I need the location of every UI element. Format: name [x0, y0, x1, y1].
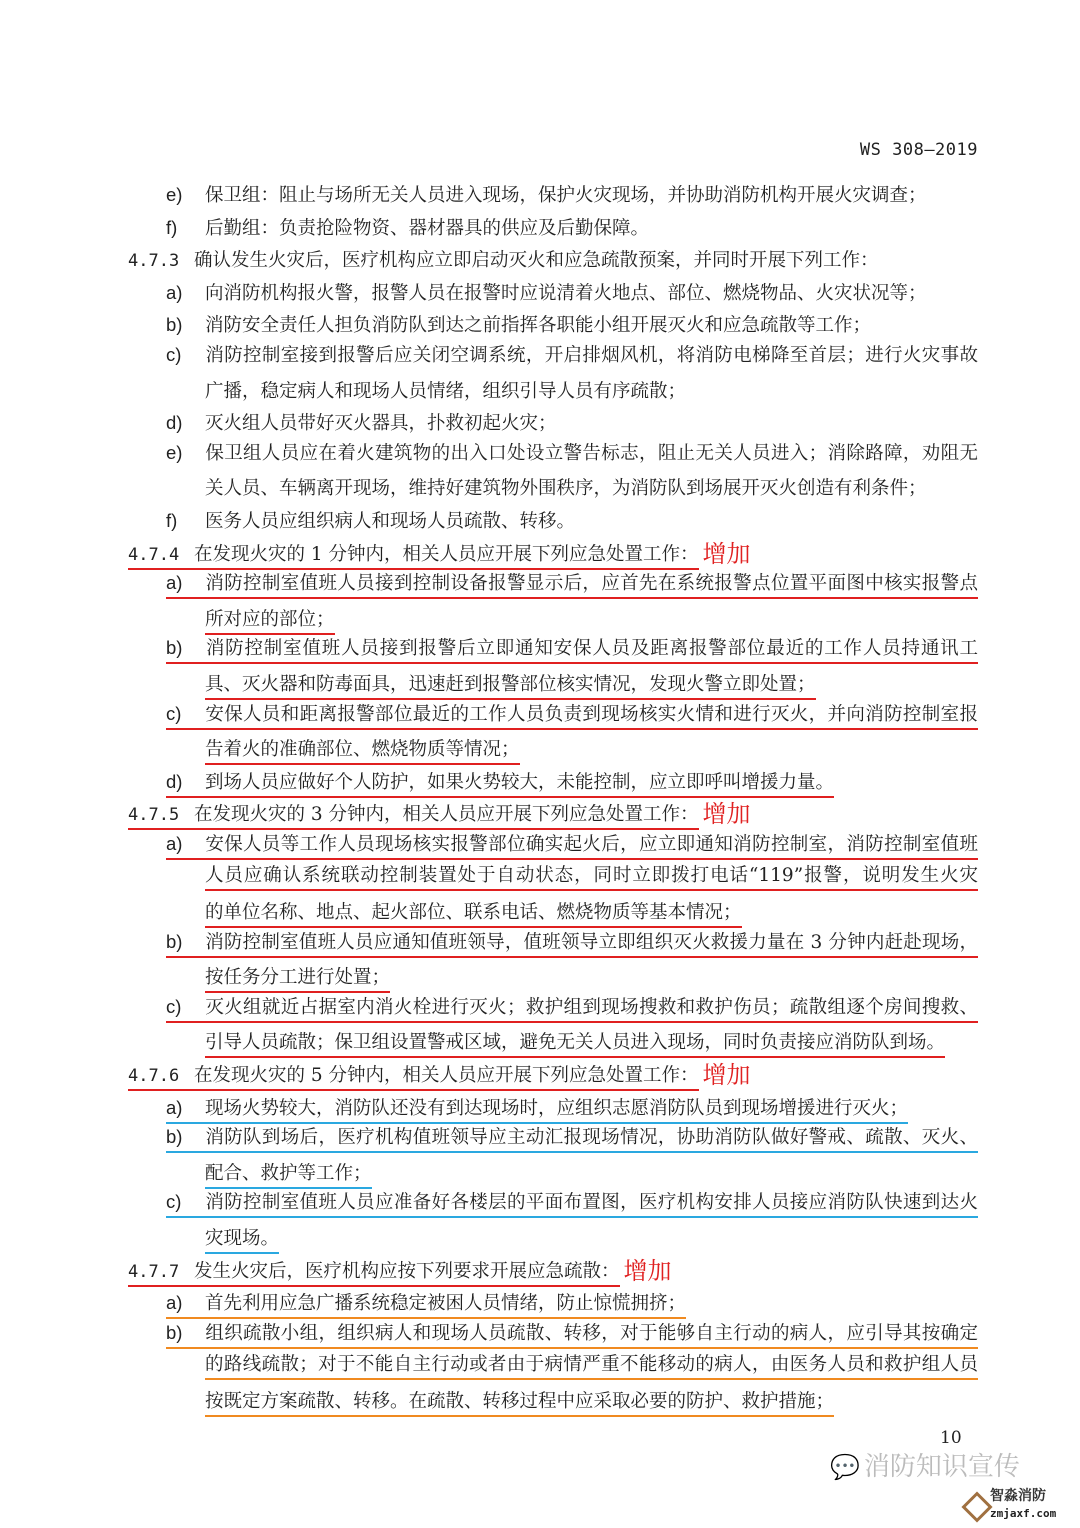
item-label: a)	[166, 281, 183, 303]
text-line	[205, 1390, 834, 1417]
logo-url: zmjaxf.com	[990, 1507, 1057, 1520]
line-text: 配合、救护等工作；	[205, 1162, 372, 1184]
list-item-continuation	[128, 1353, 978, 1386]
line-text: 后勤组：负责抢险物资、器材器具的供应及后勤保障。	[205, 217, 650, 239]
added-annotation: 增加	[702, 1062, 751, 1090]
line-text: 安保人员等工作人员现场核实报警部位确实起火后，应立即通知消防控制室，消防控制室值班	[205, 833, 978, 855]
text-line	[128, 543, 699, 570]
list-item	[128, 832, 978, 865]
list-item	[128, 702, 978, 735]
item-label: b)	[166, 1126, 183, 1148]
list-item	[128, 636, 978, 669]
line-text: 向消防机构报火警，报警人员在报警时应说清着火地点、部位、燃烧物品、火灾状况等；	[205, 282, 927, 304]
list-item	[128, 1288, 978, 1321]
text-line	[166, 281, 927, 307]
page-number: 10	[940, 1428, 962, 1448]
text-line	[205, 966, 390, 993]
text-line	[166, 571, 978, 599]
text-line	[166, 770, 834, 798]
text-line	[166, 1096, 908, 1124]
item-label: a)	[166, 1292, 183, 1314]
section-number: 4.7.7	[128, 1261, 180, 1282]
line-text: 的路线疏散；对于不能自主行动或者由于病情严重不能移动的病人，由医务人员和救护组人员	[205, 1354, 978, 1376]
line-text: 按任务分工进行处置；	[205, 967, 391, 989]
text-line	[205, 901, 742, 928]
text-line	[166, 343, 978, 369]
list-item	[128, 1125, 978, 1158]
line-text: 灾现场。	[205, 1228, 280, 1249]
list-item	[128, 767, 978, 800]
line-text: 人员应确认系统联动控制装置处于自动状态，同时立即拨打电话“119”报警，说明发生火灾	[205, 865, 978, 887]
list-item-continuation	[128, 1223, 978, 1256]
item-label: b)	[166, 314, 183, 336]
text-line	[166, 636, 978, 664]
list-item	[128, 1093, 978, 1126]
list-item-continuation	[128, 962, 978, 995]
text-line	[166, 441, 978, 467]
line-text: 告着火的准确部位、燃烧物质等情况；	[205, 739, 520, 761]
text-line	[205, 738, 520, 765]
text-line	[128, 249, 879, 274]
item-label: a)	[166, 1096, 183, 1118]
list-item	[128, 506, 978, 539]
list-item-continuation	[128, 734, 978, 767]
line-text: 消防控制室值班人员接到报警后立即通知安保人员及距离报警部位最近的工作人员持通讯工	[205, 638, 978, 660]
text-line	[166, 1291, 686, 1319]
item-label: a)	[166, 572, 183, 594]
line-text: 灭火组就近占据室内消火栓进行灭火；救护组到现场搜救和救护伤员；疏散组逐个房间搜救、	[205, 996, 978, 1018]
text-line	[166, 313, 871, 339]
list-item-continuation	[128, 604, 978, 637]
line-text: 组织疏散小组，组织病人和现场人员疏散、转移，对于能够自主行动的病人，应引导其按确定	[205, 1322, 978, 1344]
line-text: 消防控制室值班人员接到控制设备报警显示后，应首先在系统报警点位置平面图中核实报警点	[205, 573, 978, 595]
list-item-continuation	[128, 1158, 978, 1191]
text-line	[166, 995, 978, 1023]
line-text: 消防队到场后，医疗机构值班领导应主动汇报现场情况，协助消防队做好警戒、疏散、灭火、	[205, 1127, 978, 1149]
line-text: 在发现火灾的 1 分钟内，相关人员应开展下列应急处置工作：	[194, 543, 699, 565]
text-line	[205, 673, 816, 700]
section-heading	[128, 799, 978, 832]
line-text: 按既定方案疏散、转移。在疏散、转移过程中应采取必要的防护、救护措施；	[205, 1390, 835, 1412]
document-body	[128, 180, 978, 1419]
text-line	[166, 1125, 978, 1153]
watermark	[830, 1452, 1020, 1482]
line-text: 现场火势较大，消防队还没有到达现场时，应组织志愿消防队员到现场增援进行灭火；	[205, 1097, 909, 1119]
text-line	[166, 1190, 978, 1218]
item-label: b)	[166, 930, 183, 952]
list-item	[128, 930, 978, 963]
section-heading	[128, 1060, 978, 1093]
line-text: 消防控制室接到报警后应关闭空调系统，开启排烟风机，将消防电梯降至首层；进行火灾事故	[205, 344, 978, 366]
list-item-continuation	[128, 1027, 978, 1060]
wechat-icon: 💬	[830, 1453, 860, 1481]
text-line	[128, 1064, 699, 1091]
line-text: 所对应的部位；	[205, 608, 335, 630]
text-line	[166, 930, 978, 958]
line-text: 发生火灾后，医疗机构应按下列要求开展应急疏散：	[194, 1260, 620, 1282]
line-text: 安保人员和距离报警部位最近的工作人员负责到现场核实火情和进行灭火，并向消防控制室报	[205, 703, 978, 725]
text-line	[128, 1260, 620, 1287]
list-item	[128, 571, 978, 604]
text-line	[205, 477, 927, 502]
line-text: 的单位名称、地点、起火部位、联系电话、燃烧物质等基本情况；	[205, 902, 742, 924]
line-text: 引导人员疏散；保卫组设置警戒区域，避免无关人员进入现场，同时负责接应消防队到场。	[205, 1032, 946, 1054]
list-item-continuation	[128, 669, 978, 702]
item-label: c)	[166, 343, 182, 365]
list-item	[128, 441, 978, 474]
line-text: 关人员、车辆离开现场，维持好建筑物外围秩序，为消防队到场展开灭火创造有利条件；	[205, 478, 927, 500]
watermark-text: 消防知识宣传	[863, 1452, 1020, 1482]
logo-diamond-icon	[961, 1491, 992, 1522]
text-line	[205, 1162, 372, 1189]
item-label: e)	[166, 184, 183, 205]
logo	[960, 1488, 1080, 1524]
list-item-continuation	[128, 1386, 978, 1419]
line-text: 保卫组：阻止与场所无关人员进入现场，保护火灾现场，并协助消防机构开展火灾调查；	[205, 185, 927, 206]
line-text: 医务人员应组织病人和现场人员疏散、转移。	[205, 510, 576, 532]
added-annotation: 增加	[702, 801, 751, 829]
text-line	[166, 509, 575, 535]
line-text: 到场人员应做好个人防护，如果火势较大，未能控制，应立即呼叫增援力量。	[205, 771, 835, 793]
text-line	[205, 1353, 978, 1380]
item-label: d)	[166, 770, 183, 792]
item-label: d)	[166, 412, 183, 434]
item-label: b)	[166, 637, 183, 659]
document-id: WS 308—2019	[859, 140, 978, 160]
text-line	[205, 1227, 279, 1254]
item-label: c)	[166, 995, 182, 1017]
line-text: 首先利用应急广播系统稳定被困人员情绪，防止惊慌拥挤；	[205, 1293, 687, 1315]
text-line	[166, 832, 978, 860]
section-number: 4.7.4	[128, 544, 180, 565]
line-text: 消防控制室值班人员应准备好各楼层的平面布置图，医疗机构安排人员接应消防队快速到达火	[205, 1192, 978, 1214]
text-line	[128, 803, 699, 830]
line-text: 消防控制室值班人员应通知值班领导，值班领导立即组织灭火救援力量在 3 分钟内赶赴现场，	[205, 931, 978, 953]
list-item	[128, 995, 978, 1028]
section-heading	[128, 245, 978, 278]
item-label: c)	[166, 1191, 182, 1213]
list-item	[128, 343, 978, 376]
list-item	[128, 1190, 978, 1223]
list-item-continuation	[128, 473, 978, 506]
text-line	[205, 608, 335, 635]
text-line	[205, 1031, 945, 1058]
item-label: f)	[166, 509, 178, 531]
line-text: 具、灭火器和防毒面具，迅速赶到报警部位核实情况，发现火警立即处置；	[205, 673, 816, 695]
list-item-continuation	[128, 897, 978, 930]
text-line	[205, 864, 978, 891]
text-line	[166, 216, 649, 242]
text-line	[166, 702, 978, 730]
section-number: 4.7.6	[128, 1066, 180, 1087]
section-heading	[128, 1256, 978, 1289]
line-text: 确认发生火灾后，医疗机构应立即启动灭火和应急疏散预案，并同时开展下列工作：	[194, 250, 879, 272]
added-annotation: 增加	[702, 540, 751, 568]
line-text: 在发现火灾的 5 分钟内，相关人员应开展下列应急处置工作：	[194, 1065, 699, 1087]
list-item	[128, 213, 978, 246]
section-number: 4.7.5	[128, 805, 180, 826]
list-item-continuation	[128, 376, 978, 409]
line-text: 消防安全责任人担负消防队到达之前指挥各职能小组开展灭火和应急疏散等工作；	[205, 315, 872, 337]
text-line	[205, 380, 686, 405]
section-heading	[128, 539, 978, 572]
list-item	[128, 180, 978, 213]
item-label: b)	[166, 1321, 183, 1343]
added-annotation: 增加	[623, 1257, 672, 1285]
list-item	[128, 310, 978, 343]
item-label: e)	[166, 441, 183, 463]
section-number: 4.7.3	[128, 251, 180, 272]
list-item	[128, 408, 978, 441]
text-line	[166, 1321, 978, 1349]
text-line	[166, 183, 927, 209]
logo-text: 智淼消防	[990, 1488, 1046, 1504]
list-item	[128, 1321, 978, 1354]
item-label: a)	[166, 832, 183, 854]
list-item-continuation	[128, 864, 978, 897]
text-line	[166, 411, 557, 437]
item-label: f)	[166, 216, 178, 238]
line-text: 保卫组人员应在着火建筑物的出入口处设立警告标志，阻止无关人员进入；消除路障，劝阻无	[205, 442, 978, 464]
line-text: 广播，稳定病人和现场人员情绪，组织引导人员有序疏散；	[205, 380, 687, 402]
list-item	[128, 278, 978, 311]
item-label: c)	[166, 702, 182, 724]
line-text: 灭火组人员带好灭火器具，扑救初起火灾；	[205, 413, 557, 435]
line-text: 在发现火灾的 3 分钟内，相关人员应开展下列应急处置工作：	[194, 804, 699, 826]
